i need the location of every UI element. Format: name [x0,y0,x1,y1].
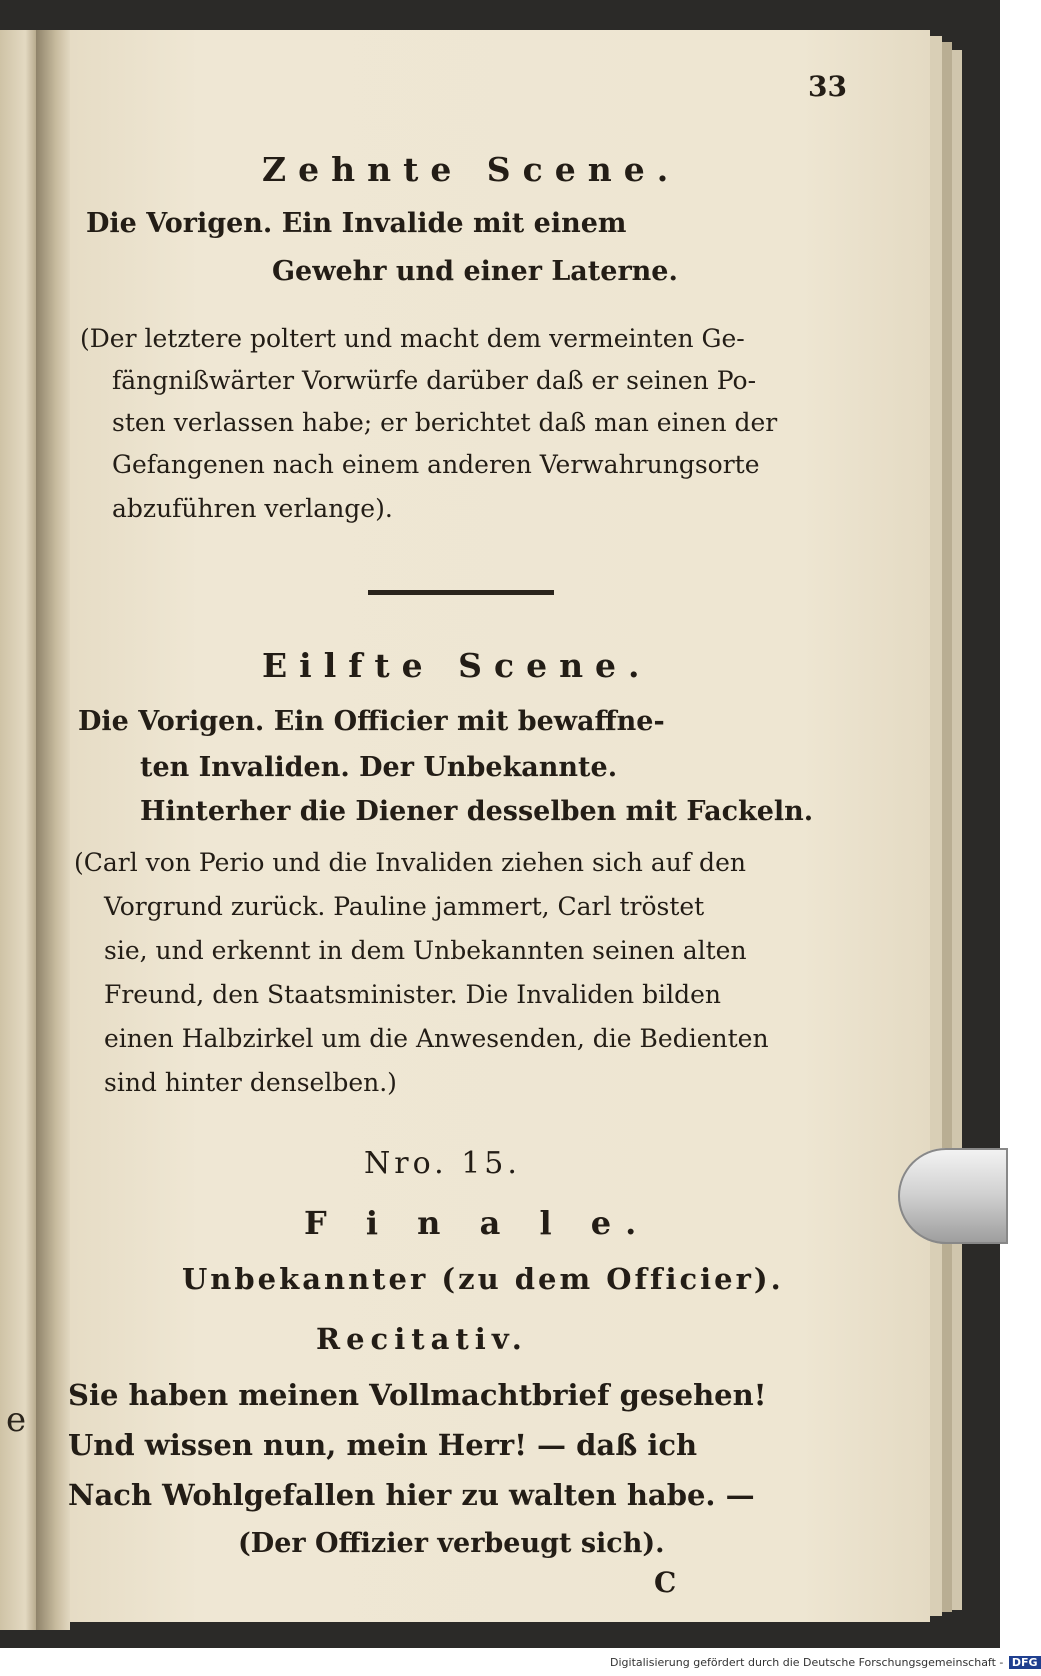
stage-direction-line: sie, und erkennt in dem Unbekannten seinen alten [104,936,747,965]
digitization-credit [610,1656,1041,1669]
stage-direction-line: Gefangenen nach einem anderen Verwahrungsorte [112,450,760,479]
number-label: Nro. 15. [364,1146,521,1181]
scene-heading: Zehnte Scene. [262,150,681,189]
page-stack-edge [930,36,942,1616]
dfg-logo: DFG [1009,1656,1041,1669]
cast-line: Hinterher die Diener desselben mit Fackeln. [140,796,814,827]
verse-line: Nach Wohlgefallen hier zu walten habe. — [68,1478,755,1512]
stage-direction-line: einen Halbzirkel um die Anwesenden, die Bedienten [104,1024,769,1053]
cast-line: Die Vorigen. Ein Invalide mit einem [86,208,627,239]
stage-direction-line: abzuführen verlange). [112,494,393,523]
finale-title: F i n a l e. [304,1204,651,1242]
stage-direction-line: Freund, den Staatsminister. Die Invaliden bilden [104,980,721,1009]
stage-direction-line: fängnißwärter Vorwürfe darüber daß er seinen Po- [112,366,757,395]
scene-heading: Eilfte Scene. [262,646,652,685]
stage-direction-line: (Der letztere poltert und macht dem vermeinten Ge- [80,324,745,353]
stage-note: (Der Offizier verbeugt sich). [238,1528,665,1559]
cast-line: Gewehr und einer Laterne. [272,256,678,287]
speaker-line: Unbekannter (zu dem Officier). [182,1262,784,1296]
book-clip [898,1148,1008,1244]
stage-direction-line: sind hinter denselben.) [104,1068,397,1097]
scene-divider [368,590,554,595]
verse-line: Und wissen nun, mein Herr! — daß ich [68,1428,698,1462]
catchword: C [654,1566,677,1599]
cast-line: ten Invaliden. Der Unbekannte. [140,752,618,783]
page-stack-edge [952,50,962,1610]
stage-direction-line: sten verlassen habe; er berichtet daß man einen der [112,408,778,437]
verse-line: Sie haben meinen Vollmachtbrief gesehen! [68,1378,767,1412]
left-page-edge [0,30,36,1630]
credit-text: Digitalisierung gefördert durch die Deutsche Forschungsgemeinschaft - [610,1656,1004,1669]
page-number: 33 [808,70,847,103]
stage-direction-line: (Carl von Perio und die Invaliden ziehen sich auf den [74,848,746,877]
stage-direction-line: Vorgrund zurück. Pauline jammert, Carl tröstet [104,892,705,921]
recitativ-label: Recitativ. [316,1322,528,1356]
page-stack-edge [942,42,952,1612]
cast-line: Die Vorigen. Ein Officier mit bewaffne- [78,706,665,737]
left-page-fragment: e [6,1400,27,1440]
book-gutter [36,30,70,1630]
